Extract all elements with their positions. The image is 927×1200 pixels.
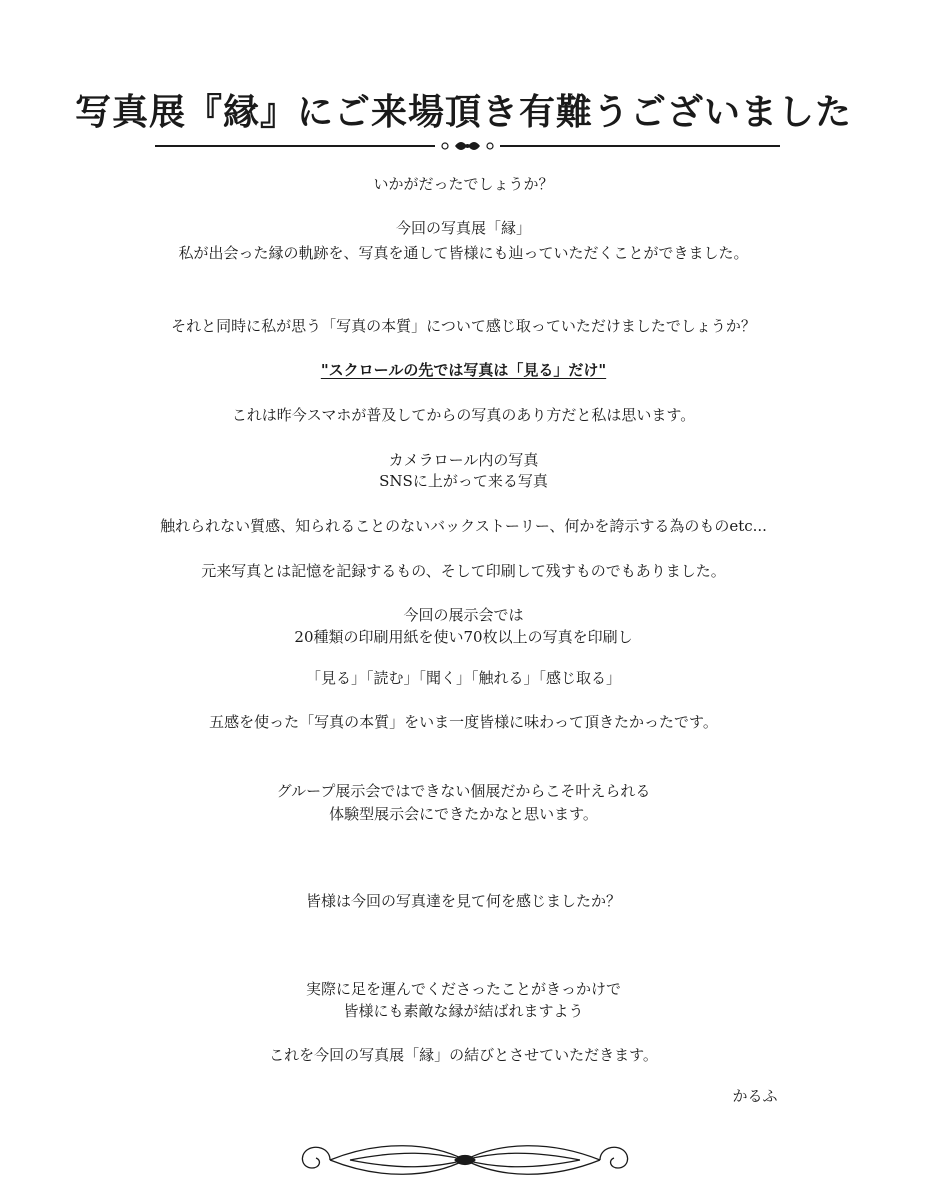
text-line: SNSに上がって来る写真 bbox=[379, 472, 548, 490]
text-line: それと同時に私が思う「写真の本質」について感じ取っていただけましたでしょうか？ bbox=[171, 317, 756, 335]
text-line: グループ展示会ではできない個展だからこそ叶えられる bbox=[276, 782, 651, 800]
text-line: カメラロール内の写真 bbox=[388, 451, 539, 469]
author-signature: かるふ bbox=[732, 1087, 778, 1105]
text-line: 「見る」「読む」「聞く」「触れる」「感じ取る」 bbox=[305, 669, 621, 687]
text-line: 皆様にも素敵な縁が結ばれますよう bbox=[343, 1002, 584, 1020]
text-line: 私が出会った縁の軌跡を、写真を通して皆様にも辿っていただくことができました。 bbox=[178, 244, 749, 262]
text-line: いかがだったでしょうか？ bbox=[373, 175, 554, 193]
text-line: 五感を使った「写真の本質」をいま一度皆様に味わって頂きたかったです。 bbox=[209, 713, 718, 731]
text-line: 今回の写真展「縁」 bbox=[395, 219, 531, 237]
text-line: これを今回の写真展「縁」の結びとさせていただきます。 bbox=[269, 1046, 658, 1064]
emphasized-quote: "スクロールの先では写真は「見る」だけ" bbox=[320, 361, 607, 379]
text-line: これは昨今スマホが普及してからの写真のあり方だと私は思います。 bbox=[231, 406, 696, 424]
footer-flourish-ornament bbox=[290, 1130, 640, 1190]
text-line: 触れられない質感、知られることのないバックストーリー、何かを誇示する為のものetc... bbox=[160, 517, 767, 535]
text-line: 皆様は今回の写真達を見て何を感じましたか？ bbox=[305, 892, 621, 910]
text-line: 実際に足を運んでくださったことがきっかけで bbox=[305, 980, 621, 998]
text-line: 体験型展示会にできたかなと思います。 bbox=[329, 805, 598, 823]
title-divider-ornament bbox=[155, 136, 780, 156]
text-line: 元来写真とは記憶を記録するもの、そして印刷して残すものでもありました。 bbox=[201, 562, 726, 580]
page-title: 写真展『縁』にご来場頂き有難うございました bbox=[74, 91, 852, 133]
text-line: 20種類の印刷用紙を使い70枚以上の写真を印刷し bbox=[294, 628, 633, 646]
text-line: 今回の展示会では bbox=[403, 606, 524, 624]
